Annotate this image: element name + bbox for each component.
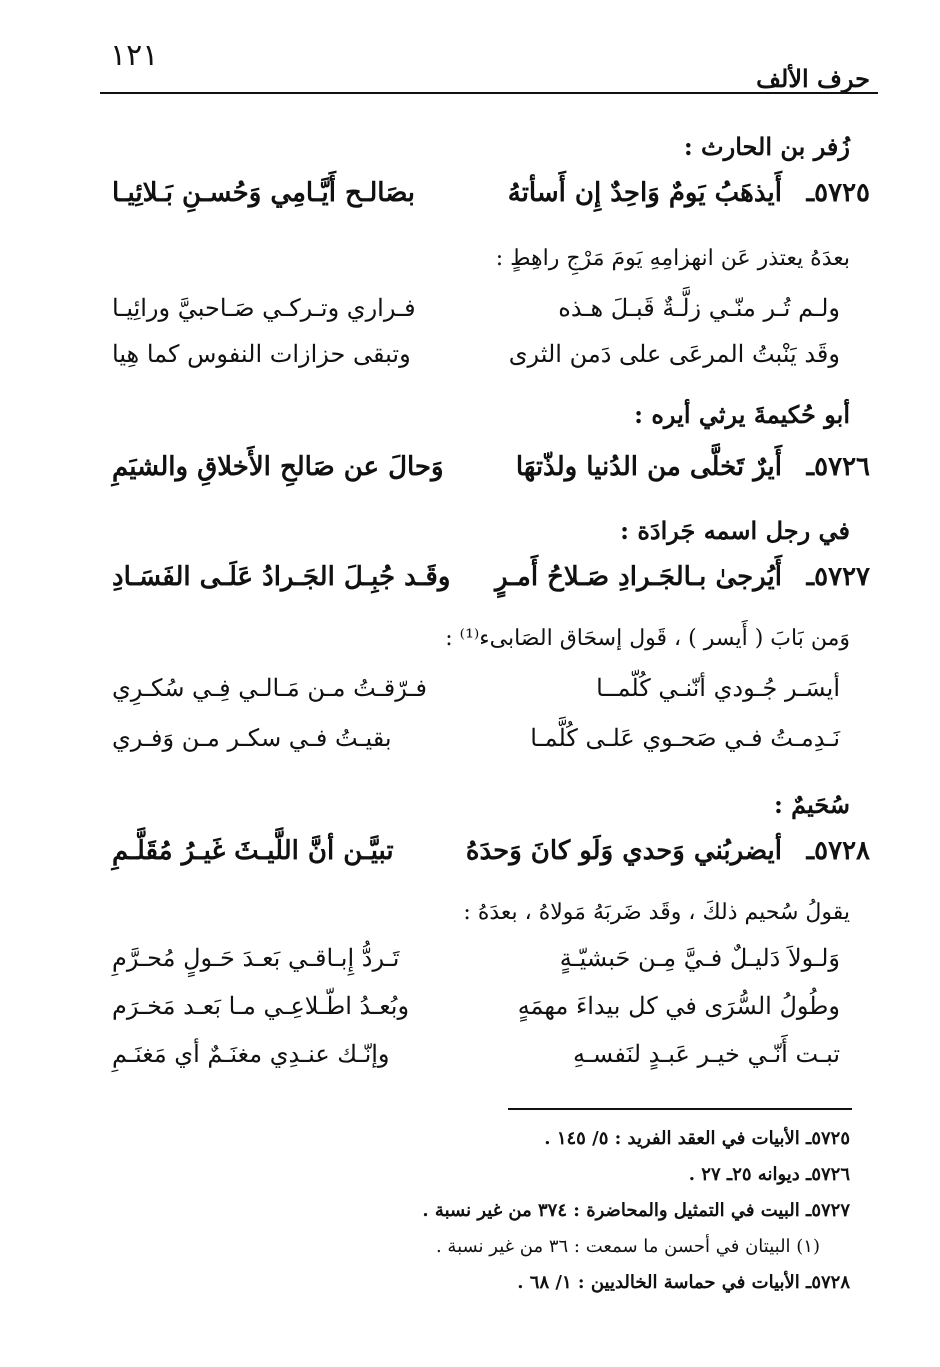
header-rule — [100, 92, 878, 94]
verse-first-hemistich: أَيرٌ تَخلَّى من الدُنيا ولذّتهَا — [515, 452, 782, 482]
footnote: ٥٧٢٧ـ البيت في التمثيل والمحاضرة : ٣٧٤ من غير نسبة . — [422, 1200, 850, 1221]
verse-first-hemistich: نَـدِمـتُ فـي صَحـوي عَلـى كُلَّمـا — [530, 724, 840, 752]
verse-second-hemistich: بصَالـح أَيَّـامِي وَحُسـنِ بَـلائِيـا — [112, 178, 415, 208]
verse-second-hemistich: وبُعـدُ اطّـلاعِـي مـا بَعـد مَخـرَم — [112, 992, 410, 1020]
footnote: ٥٧٢٨ـ الأبيات في حماسة الخالديين : ١/ ٦٨ . — [517, 1272, 850, 1293]
commentary-note: بعدَهُ يعتذر عَن انهزامِهِ يَومَ مَرْجِ راهِطٍ : — [495, 246, 850, 271]
verse-number: ٥٧٢٨ـ — [806, 836, 870, 866]
footnote: (١) البيتان في أحسن ما سمعت : ٣٦ من غير نسبة . — [435, 1236, 820, 1257]
verse-second-hemistich: وقَـد جُبِـلَ الجَـرادُ عَلَـى الفَسَـادِ — [112, 562, 451, 592]
verse-first-hemistich: أيسَـر جُـودي أنّنـي كُلّمــا — [596, 674, 840, 702]
poet-heading: سُحَيمٌ : — [773, 790, 850, 819]
extra-verse — [112, 674, 870, 718]
verse-first-hemistich: أَيذهَبُ يَومٌ وَاحِدٌ إِن أَسأتهُ — [507, 178, 782, 208]
extra-verse — [112, 944, 870, 988]
verse-first-hemistich: أيضربُني وَحدي وَلَو كانَ وَحدَهُ — [465, 836, 782, 866]
verse-first-hemistich: تبـت أَنّـي خيـر عَبـدٍ لنَفسـهِ — [573, 1040, 840, 1068]
verse-first-hemistich: وقَد يَنْبتُ المرعَى على دَمن الثرى — [508, 340, 840, 368]
page-number: ١٢١ — [110, 38, 159, 73]
footnote: ٥٧٢٦ـ ديوانه ٢٥ـ ٢٧ . — [688, 1164, 850, 1185]
extra-verse — [112, 724, 870, 768]
verse-5726 — [112, 452, 870, 496]
verse-second-hemistich: وتبقى حزازات النفوس كما هِيا — [112, 340, 411, 368]
verse-second-hemistich: تبيَّـن أنَّ اللَّيـثَ غَيـرُ مُقَلَّـمِ — [112, 836, 394, 866]
extra-verse — [112, 992, 870, 1036]
footnote: ٥٧٢٥ـ الأبيات في العقد الفريد : ٥/ ١٤٥ . — [544, 1128, 850, 1149]
commentary-note: وَمن بَابَ ( أَيسر ) ، قَول إسحَاق الصَابىء⁽¹⁾ : — [445, 626, 850, 651]
verse-first-hemistich: ولـم تُـر منّـي زلَّـةٌ قَبـلَ هـذه — [558, 294, 840, 322]
verse-number: ٥٧٢٦ـ — [806, 452, 870, 482]
poet-heading: أبو حُكيمةَ يرثي أيره : — [634, 400, 850, 429]
verse-5728 — [112, 836, 870, 880]
verse-second-hemistich: فـرّقـتُ مـن مَـالـي فِـي سُكـرِي — [112, 674, 427, 702]
verse-second-hemistich: وإنّـك عنـدِي مغنَـمٌ أي مَغنَـمِ — [112, 1040, 390, 1068]
verse-second-hemistich: فـراري وتـركـي صَـاحبيَّ ورائِيـا — [112, 294, 416, 322]
extra-verse — [112, 1040, 870, 1084]
verse-second-hemistich: وَحالَ عن صَالحِ الأَخلاقِ والشيَمِ — [112, 452, 444, 482]
footnote-rule — [508, 1108, 852, 1110]
verse-number: ٥٧٢٥ـ — [806, 178, 870, 208]
verse-second-hemistich: تَـردُّ إِبـاقـي بَعـدَ حَـولٍ مُحـرَّمِ — [112, 944, 400, 972]
extra-verse — [112, 340, 870, 384]
verse-first-hemistich: أَيُرجىٰ بـالجَـرادِ صَـلاحُ أَمـرٍ — [494, 562, 782, 592]
extra-verse — [112, 294, 870, 338]
verse-first-hemistich: وطُولُ السُّرَى في كل بيداءَ مهمَهٍ — [517, 992, 840, 1020]
verse-number: ٥٧٢٧ـ — [806, 562, 870, 592]
verse-second-hemistich: بقيـتُ فـي سكـر مـن وَفـري — [112, 724, 392, 752]
poet-heading: في رجل اسمه جَرادَة : — [620, 516, 850, 545]
poet-heading: زُفر بن الحارث : — [683, 132, 850, 161]
verse-5727 — [112, 562, 870, 606]
chapter-title: حرف الألف — [756, 64, 870, 93]
commentary-note: يقولُ سُحيم ذلكَ ، وقَد ضَربَهُ مَولاهُ ، بعدَهُ : — [463, 900, 850, 925]
verse-5725 — [112, 178, 870, 222]
verse-first-hemistich: وَلـولاَ دَليـلٌ فـيَّ مِـن حَبشيّـةٍ — [559, 944, 840, 972]
